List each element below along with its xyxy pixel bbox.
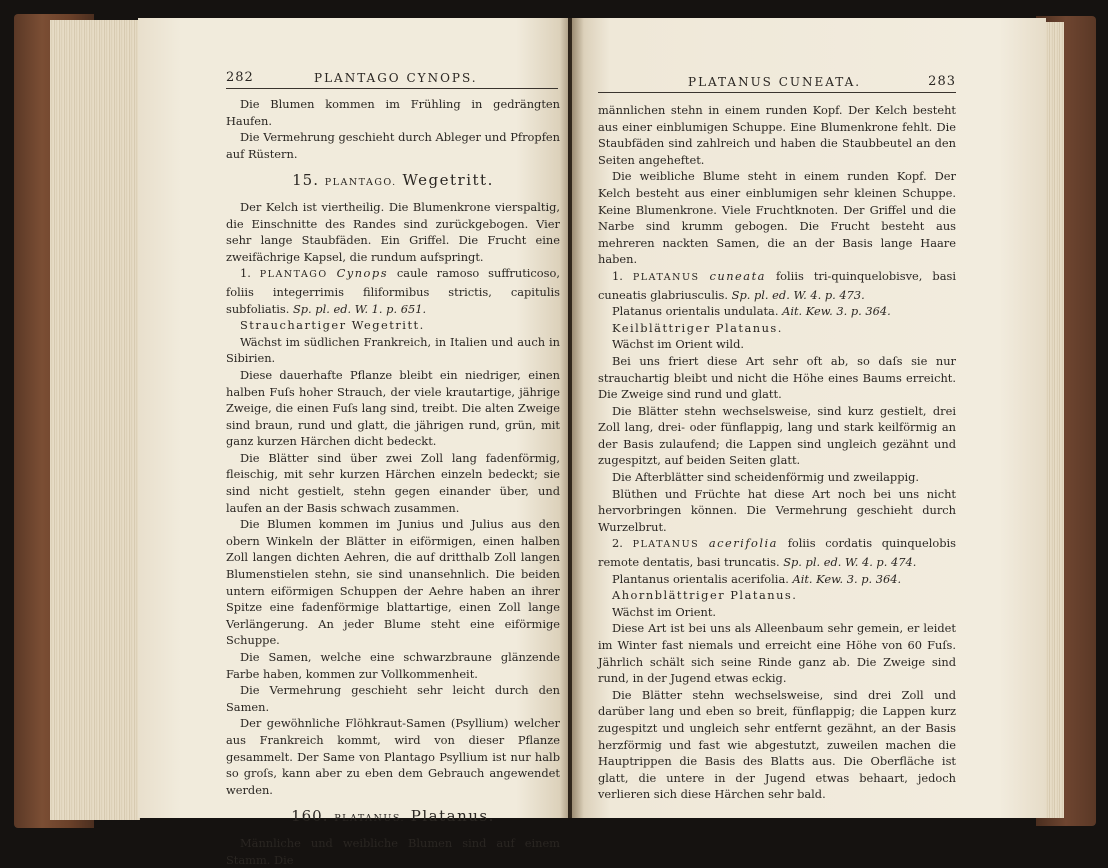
paragraph: Die Blumen kommen im Frühling in gedrängten Haufen.: [226, 97, 560, 128]
synonym-reference: Ait. Kew. 3. p. 364.: [782, 304, 891, 319]
section-number: 15.: [292, 171, 319, 190]
synonym-text: Plantanus orientalis acerifolia.: [612, 571, 789, 586]
left-page-number: 282: [226, 70, 254, 85]
common-name: Wegetritt.: [402, 171, 494, 190]
paragraph: Diese Art ist bei uns als Alleenbaum sehr gemein, er leidet im Winter fast niemals und erreicht eine Höhe von 60 Fuſs. Jährlich schält sich seine Rinde ganz ab. Die Zweige sind rund, in der Jugend etwas eckig.: [598, 621, 956, 686]
paragraph: Wächst im südlichen Frankreich, in Italien und auch in Sibirien.: [226, 334, 560, 366]
paragraph: Der Kelch ist viertheilig. Die Blumenkrone vierspaltig, die Einschnitte des Randes sind zurückgebogen. Vier sehr lange Staubfäden. Ein Griffel. Die Frucht eine zweifächrige Kapsel, die rundum aufspringt.: [226, 199, 560, 264]
genus-name: PLATANUS.: [334, 813, 406, 825]
left-running-head: [226, 68, 558, 89]
genus-name: PLANTAGO.: [324, 177, 397, 189]
paragraph: Die Samen, welche eine schwarzbraune glänzende Farbe haben, kommen zur Vollkommenheit.: [226, 650, 560, 681]
paragraph: Die Blätter sind über zwei Zoll lang fadenförmig, fleischig, mit sehr kurzen Härchen einzeln bedeckt; sie sind nicht gestielt, stehn gegen einander über, und laufen an der Basis schwach zusammen.: [226, 450, 560, 515]
common-name: Platanus.: [410, 807, 495, 826]
right-running-title: PLATANUS CUNEATA.: [688, 75, 862, 89]
paragraph: Die Blätter stehn wechselsweise, sind kurz gestielt, drei Zoll lang, drei- oder fünflappig, lang und stark keilförmig an der Basis zulaufend; die Lappen sind ungleich gezähnt und zugespitzt, auf beiden Seiten glatt.: [598, 403, 956, 468]
paragraph: Die Blumen kommen im Junius und Julius aus den obern Winkeln der Blätter in eiförmigen, einen halben Zoll langen dichten Aehren, die auf dritthalb Zoll langen Blumenstielen stehn, sie sind unansehnlich. Die beiden untern eiförmigen Schuppen der Aehre haben an ihrer Spitze eine fadenförmige blattartige, einen Zoll lange Verlängerung. An jeder Blume steht eine eiförmige Schuppe.: [226, 517, 560, 648]
paragraph: männlichen stehn in einem runden Kopf. Der Kelch besteht aus einer einblumigen Schuppe. Eine Blumenkrone fehlt. Die Staubfäden sind zahlreich und haben die Staubbeutel an den Seiten angeheftet.: [598, 103, 956, 167]
synonym: [598, 571, 956, 588]
book-gutter: [560, 18, 584, 818]
left-running-title: PLANTAGO CYNOPS.: [314, 71, 478, 85]
species-reference: Sp. pl. ed. W. 4. p. 474.: [783, 555, 917, 570]
species-description: foliis cordatis quinquelobis remote dentatis, basi truncatis.: [598, 536, 957, 570]
synonym: [598, 303, 956, 320]
synonym-reference: Ait. Kew. 3. p. 364.: [792, 571, 902, 586]
species-entry: [598, 535, 956, 570]
section-heading-plantago: [226, 172, 560, 192]
paragraph: Diese dauerhafte Pflanze bleibt ein niedriger, einen halben Fuſs hoher Strauch, der viele krautartige, jährige Zweige, die einen Fuſs lang sind, treibt. Die alten Zweige sind braun, rund und glatt, die jährigen rund, grün, mit ganz kurzen Härchen dicht bedeckt.: [226, 367, 560, 449]
genus-name: PLATANUS: [632, 539, 700, 551]
paragraph: Die Blätter stehn wechselsweise, sind drei Zoll und darüber lang und eben so breit, fünflappig; die Lappen kurz zugespitzt und ungleich sehr entfernt gezähnt, an der Basis herzförmig und fast wie abgestutzt, zuweilen machen die Hauptrippen die Basis des Blatts aus. Die Oberfläche ist glatt, die untere in der Jugend etwas behaart, jedoch verlieren sich diese Härchen sehr bald.: [598, 687, 956, 802]
german-name: Keilblättriger Platanus.: [612, 320, 783, 335]
species-number: 1.: [612, 268, 623, 283]
species-name: acerifolia: [708, 536, 778, 551]
section-heading-platanus: [226, 808, 560, 828]
paragraph: Bei uns friert diese Art sehr oft ab, so daſs sie nur strauchartig bleibt und nicht die Höhe eines Baums erreicht. Die Zweige sind rund und glatt.: [598, 353, 956, 402]
species-number: 1.: [240, 266, 251, 281]
species-reference: Sp. pl. ed. W. 4. p. 473.: [731, 287, 865, 302]
section-number: 160.: [291, 807, 329, 826]
paragraph: Wächst im Orient.: [612, 604, 717, 619]
paragraph: Männliche und weibliche Blumen sind auf einem Stamm. Die: [226, 835, 560, 867]
right-running-head: [598, 72, 956, 93]
left-page-body: [226, 96, 560, 868]
paragraph: Der gewöhnliche Flöhkraut-Samen (Psyllium) welcher aus Frankreich kommt, wird von dieser Pflanze gesammelt. Der Same von Plantago Psyllium ist nur halb so groſs, kann aber zu eben dem Gebrauch angewendet werden.: [226, 716, 560, 797]
paragraph: Die weibliche Blume steht in einem runden Kopf. Der Kelch besteht aus einer einblumigen sehr kleinen Schuppe. Keine Blumenkrone. Viele Fruchtknoten. Der Griffel und die Narbe sind krumm gebogen. Die Frucht besteht aus mehreren nackten Samen, die an der Basis lange Haare haben.: [598, 169, 956, 267]
species-entry: [598, 268, 956, 303]
genus-name: PLATANUS: [632, 271, 700, 283]
species-description: caule ramoso suffruticoso, foliis integerrimis filiformibus strictis, capitulis subfoliatis.: [226, 266, 560, 316]
species-name: Cynops: [336, 266, 389, 281]
right-page-number: 283: [928, 74, 956, 89]
species-reference: Sp. pl. ed. W. 1. p. 651.: [292, 301, 427, 316]
species-entry: [226, 265, 560, 317]
right-page: [572, 18, 1046, 818]
paragraph: Wächst im Orient wild.: [612, 337, 744, 352]
page-edges-left: [50, 20, 140, 820]
paragraph: Blüthen und Früchte hat diese Art noch bei uns nicht hervorbringen können. Die Vermehrung geschieht durch Wurzelbrut.: [598, 486, 956, 534]
species-number: 2.: [612, 536, 623, 551]
german-name: Ahornblättriger Platanus.: [612, 588, 798, 603]
left-page: [138, 18, 568, 867]
right-page-body: [598, 102, 956, 803]
genus-name: PLANTAGO: [259, 269, 328, 281]
synonym-text: Platanus orientalis undulata.: [612, 304, 779, 319]
species-name: cuneata: [709, 268, 766, 283]
paragraph: Die Vermehrung geschieht durch Ableger und Pfropfen auf Rüstern.: [226, 130, 560, 161]
species-description: foliis tri-quinquelobisve, basi cuneatis glabriusculis.: [598, 268, 957, 302]
paragraph: Die Afterblätter sind scheidenförmig und zweilappig.: [612, 470, 920, 485]
german-name: Strauchartiger Wegetritt.: [240, 318, 425, 333]
paragraph: Die Vermehrung geschieht sehr leicht durch den Samen.: [226, 683, 560, 714]
